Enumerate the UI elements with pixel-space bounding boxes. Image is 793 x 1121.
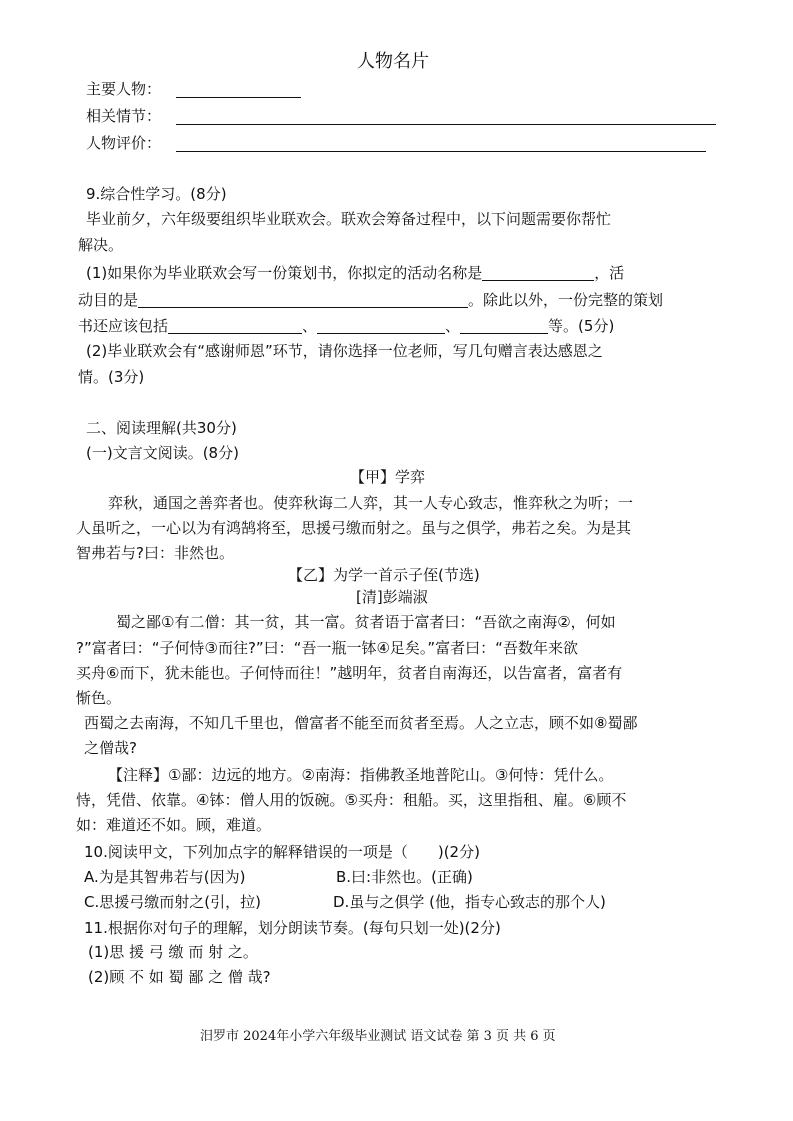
section2-subheading: (一)文言文阅读。(8分) bbox=[86, 444, 239, 462]
q9-part1-sep-1: 、 bbox=[302, 317, 318, 335]
card-title: 人物名片 bbox=[357, 51, 429, 72]
text-a-line-3: 智弗若与?曰：非然也。 bbox=[76, 544, 234, 562]
text-a-line-1: 弈秋，通国之善弈者也。使弈秋诲二人弈，其一人专心致志，惟弈秋之为听；一 bbox=[108, 494, 634, 512]
q9-part1-text-b: ，活 bbox=[594, 264, 625, 282]
q10-option-c[interactable]: C.思援弓缴而射之(引，拉) bbox=[84, 893, 261, 911]
evaluation-blank[interactable] bbox=[176, 151, 706, 152]
plot-label: 相关情节： bbox=[86, 107, 162, 125]
activity-purpose-blank[interactable] bbox=[138, 292, 468, 308]
text-a-line-2: 人虽听之，一心以为有鸿鹄将至，思援弓缴而射之。虽与之俱学，弗若之矣。为是其 bbox=[76, 519, 632, 537]
q9-part2-line-1: (2)毕业联欢会有“感谢师恩”环节，请你选择一位老师，写几句赠言表达感恩之 bbox=[86, 342, 603, 360]
main-character-blank[interactable] bbox=[176, 97, 301, 98]
q9-part1-line-3 bbox=[78, 318, 614, 334]
q9-part1-text-a: (1)如果你为毕业联欢会写一份策划书，你拟定的活动名称是 bbox=[86, 264, 483, 282]
q10-option-d[interactable]: D.虽与之俱学 (他，指专心致志的那个人) bbox=[333, 893, 606, 911]
q11-sentence-1: (1)思 援 弓 缴 而 射 之。 bbox=[88, 943, 258, 961]
main-character-label: 主要人物： bbox=[86, 80, 162, 98]
text-b-line-4: 惭色。 bbox=[76, 689, 122, 707]
text-b-title: 【乙】为学一首示子侄(节选) bbox=[288, 566, 480, 584]
section2-heading: 二、阅读理解(共30分) bbox=[86, 419, 237, 437]
q10-stem: 10.阅读甲文，下列加点字的解释错误的一项是（ )(2分) bbox=[84, 843, 480, 861]
q9-part1-text-e: 书还应该包括 bbox=[78, 317, 169, 335]
text-a-title: 【甲】学弈 bbox=[350, 468, 426, 486]
notes-line-3: 如：难道还不如。顾，难道。 bbox=[76, 816, 272, 834]
plan-item-blank-2[interactable] bbox=[317, 318, 445, 334]
q9-part1-line-1 bbox=[86, 265, 624, 281]
q9-intro-line-2: 解决。 bbox=[78, 236, 124, 254]
q11-sentence-2: (2)顾 不 如 蜀 鄙 之 僧 哉? bbox=[88, 968, 271, 986]
q9-part2-line-2: 情。(3分) bbox=[78, 368, 145, 386]
notes-line-2: 恃，凭借、依靠。④钵：僧人用的饭碗。⑤买舟：租船。买，这里指租、雇。⑥顾不 bbox=[76, 791, 627, 809]
plan-item-blank-3[interactable] bbox=[460, 318, 548, 334]
page-footer: 汨罗市 2024年小学六年级毕业测试 语文试卷 第 3 页 共 6 页 bbox=[200, 1029, 556, 1044]
q10-option-a[interactable]: A.为是其智弗若与(因为) bbox=[84, 868, 246, 886]
q9-part1-sep-2: 、 bbox=[445, 317, 461, 335]
text-b-line-2: ?”富者曰：“子何恃③而往?”曰：“吾一瓶一钵④足矣。”富者曰：“吾数年来欲 bbox=[76, 639, 578, 657]
text-b-author: [清]彭端淑 bbox=[356, 588, 428, 606]
q11-stem: 11.根据你对句子的理解，划分朗读节奏。(每句只划一处)(2分) bbox=[84, 919, 501, 937]
notes-line-1: 【注释】①鄙：边远的地方。②南海：指佛教圣地普陀山。③何恃：凭什么。 bbox=[108, 766, 614, 784]
plot-blank[interactable] bbox=[176, 124, 716, 125]
q9-part1-line-2 bbox=[78, 292, 663, 308]
activity-name-blank[interactable] bbox=[482, 265, 594, 281]
text-b-line-1: 蜀之鄙①有二僧：其一贫，其一富。贫者语于富者曰：“吾欲之南海②，何如 bbox=[116, 613, 616, 631]
q9-part1-text-d: 。除此以外，一份完整的策划 bbox=[468, 291, 664, 309]
q10-option-b[interactable]: B.曰:非然也。(正确) bbox=[336, 868, 473, 886]
q9-heading: 9.综合性学习。(8分) bbox=[86, 185, 227, 203]
text-b-line-3: 买舟⑥而下，犹未能也。子何恃而往！”越明年，贫者自南海还，以告富者，富者有 bbox=[76, 664, 623, 682]
text-b-line-6: 之僧哉? bbox=[84, 739, 137, 757]
text-b-line-5: 西蜀之去南海，不知几千里也，僧富者不能至而贫者至焉。人之立志，顾不如⑧蜀鄙 bbox=[84, 714, 638, 732]
plan-item-blank-1[interactable] bbox=[168, 318, 302, 334]
q9-part1-text-c: 动目的是 bbox=[78, 291, 139, 309]
q9-part1-text-f: 等。(5分) bbox=[548, 317, 615, 335]
q9-intro-line-1: 毕业前夕，六年级要组织毕业联欢会。联欢会筹备过程中，以下问题需要你帮忙 bbox=[86, 210, 612, 228]
evaluation-label: 人物评价： bbox=[86, 134, 162, 152]
